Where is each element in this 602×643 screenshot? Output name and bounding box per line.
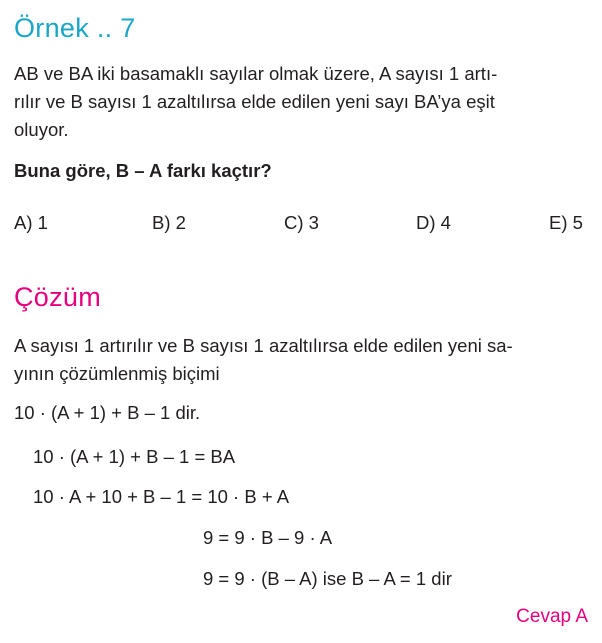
equation-step-4: 9 = 9 · (B – A) ise B – A = 1 dir: [203, 568, 452, 589]
problem-line-2: rılır ve B sayısı 1 azaltılırsa elde edilen yeni sayı BA’ya eşit: [14, 91, 495, 112]
solution-intro-line-2: yının çözümlenmiş biçimi: [14, 363, 220, 384]
solution-title: Çözüm: [14, 282, 102, 312]
option-c: C) 3: [284, 212, 319, 233]
option-e: E) 5: [549, 212, 583, 233]
equation-step-2: 10 · A + 10 + B – 1 = 10 · B + A: [33, 486, 290, 507]
problem-line-3: oluyor.: [14, 119, 69, 140]
option-b: B) 2: [152, 212, 186, 233]
option-a: A) 1: [14, 212, 48, 233]
answer-label: Cevap A: [516, 606, 588, 627]
answer-options: [14, 212, 589, 240]
solution-intro-line-1: A sayısı 1 artırılır ve B sayısı 1 azaltılırsa elde edilen yeni sa-: [14, 335, 513, 356]
option-d: D) 4: [416, 212, 451, 233]
equation-step-1: 10 · (A + 1) + B – 1 = BA: [33, 446, 236, 467]
equation-step-3: 9 = 9 · B – 9 · A: [203, 527, 333, 548]
solution-expression: 10 · (A + 1) + B – 1 dir.: [14, 402, 201, 423]
example-title: Örnek .. 7: [14, 13, 136, 43]
problem-line-1: AB ve BA iki basamaklı sayılar olmak üzere, A sayısı 1 artı-: [14, 63, 498, 84]
question-text: Buna göre, B – A farkı kaçtır?: [14, 160, 272, 181]
